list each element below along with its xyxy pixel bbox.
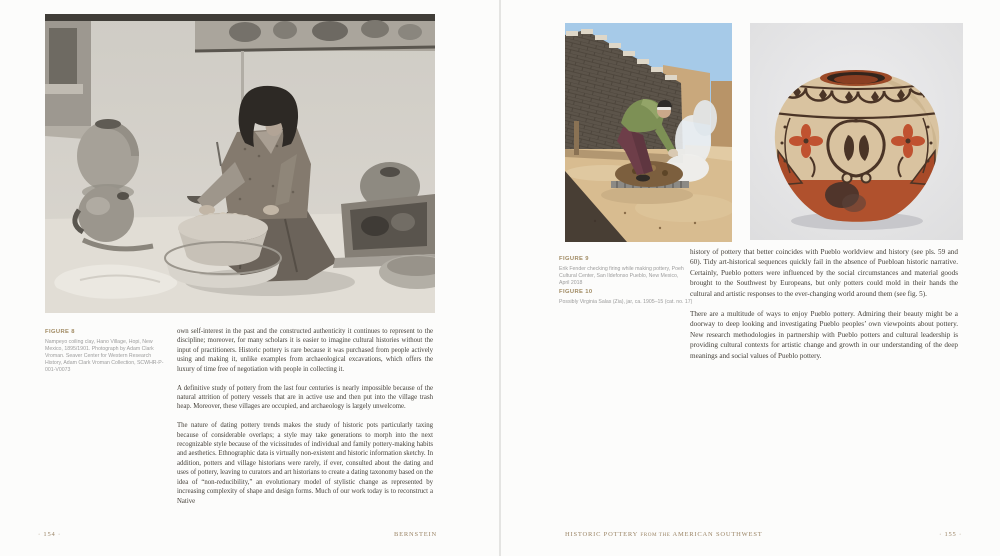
paragraph: There are a multitude of ways to enjoy Pueblo pottery. Admiring their beauty might be a doorway to deep looking and investigating Pueblo peoples’ own viewpoints about pottery. New research methodologies in partnership with Pueblo potters and cultural leadership is providing cultural contexts for artistic change and growth in our understanding of the deep meanings and social values of Pueblo pottery.	[690, 310, 958, 360]
figure10-label: FIGURE 10	[559, 289, 593, 295]
running-foot-author: BERNSTEIN	[394, 531, 437, 538]
page-gutter-divider	[499, 0, 501, 556]
figure8-caption	[45, 329, 169, 374]
figure10-caption-text: Possibly Virginia Salas (Zia), jar, ca. 1905–15 (cat. no. 17)	[559, 298, 693, 305]
right-page-body-text	[690, 247, 958, 371]
figure9-photo-illustration	[565, 23, 732, 242]
paragraph: own self-interest in the past and the constructed authenticity it continues to represent to the discipline; moreover, for many scholars it is easier to imagine cultural histories without the input of practitioners. Historic pottery is rare because it was purchased from people actively using and making it, unlike examples from archaeological excavations, which offers the luxury of time free of negotiation with people in collecting it.	[177, 328, 433, 373]
running-foot-title	[565, 531, 763, 538]
figure8-photo-illustration	[45, 14, 435, 313]
page-number-left: · 154 ·	[38, 531, 61, 538]
figure9-caption-text: Erik Fender checking firing while making pottery, Poeh Cultural Center, San Ildefonso Pueblo, New Mexico, April 2018	[559, 265, 684, 286]
fence-post	[574, 121, 579, 155]
left-page-body-text	[177, 327, 433, 515]
figure10-photo	[750, 23, 963, 240]
figure9-photo	[565, 23, 732, 242]
running-foot-title-part1: HISTORIC POTTERY	[565, 531, 638, 538]
wall-niche	[45, 21, 91, 139]
figure8-label: FIGURE 8	[45, 329, 75, 335]
page-number-right: · 155 ·	[939, 531, 962, 538]
figure8-caption-text: Nampeyo coiling clay, Hano Village, Hopi, New Mexico, 1895/1901. Photograph by Adam Clark Vroman. Seaver Center for Western Research History, Adam Clark Vroman Collection, SCWHR-P-001-V0073	[45, 338, 164, 373]
paragraph: The nature of dating pottery trends makes the study of historic pots particularly taxing because of considerable overlaps; a style may take generations to morph into the next recognizable style because of the vicissitudes of individual and family pottery-making habits and aesthetics. Ethnographic data is virtually non-existent and historic information sketchy. In addition, potters and village historians were rarely, if ever, consulted about the dating and uses of pottery, leaving to curators and art historians to create a dating taxonomy based on the idea of “non-reducibility,” an evolutionary model of stylistic change as represented by increasing complexity of shape and design forms. Much of our work today is to reconstruct a Native	[177, 422, 433, 505]
paragraph: A definitive study of pottery from the last four centuries is nearly impossible because of the natural attrition of pottery vessels that are in active use and then put into the village trash heap. Moreover, these villages are occupied, and archaeology is largely unwelcome.	[177, 384, 433, 411]
figure10-photo-illustration	[750, 23, 963, 240]
figure8-photo	[45, 14, 435, 313]
paragraph: history of pottery that better coincides with Pueblo worldview and history (see pls. 59 and 60). Tidy art-historical sequences quickly fail in the absence of Puebloan historic narrative. Certainly, Pueblo potters were influenced by the social circumstances and material goods brought to the Southwest by Europeans, but only potters could mold in their hands the cultural and artistic responses to the ever-changing world around them (see fig. 5).	[690, 248, 958, 298]
running-foot-title-part3: AMERICAN SOUTHWEST	[672, 531, 763, 538]
running-foot-title-part2: FROM THE	[640, 532, 671, 538]
figure9-caption	[559, 256, 687, 287]
figure9-label: FIGURE 9	[559, 256, 589, 262]
